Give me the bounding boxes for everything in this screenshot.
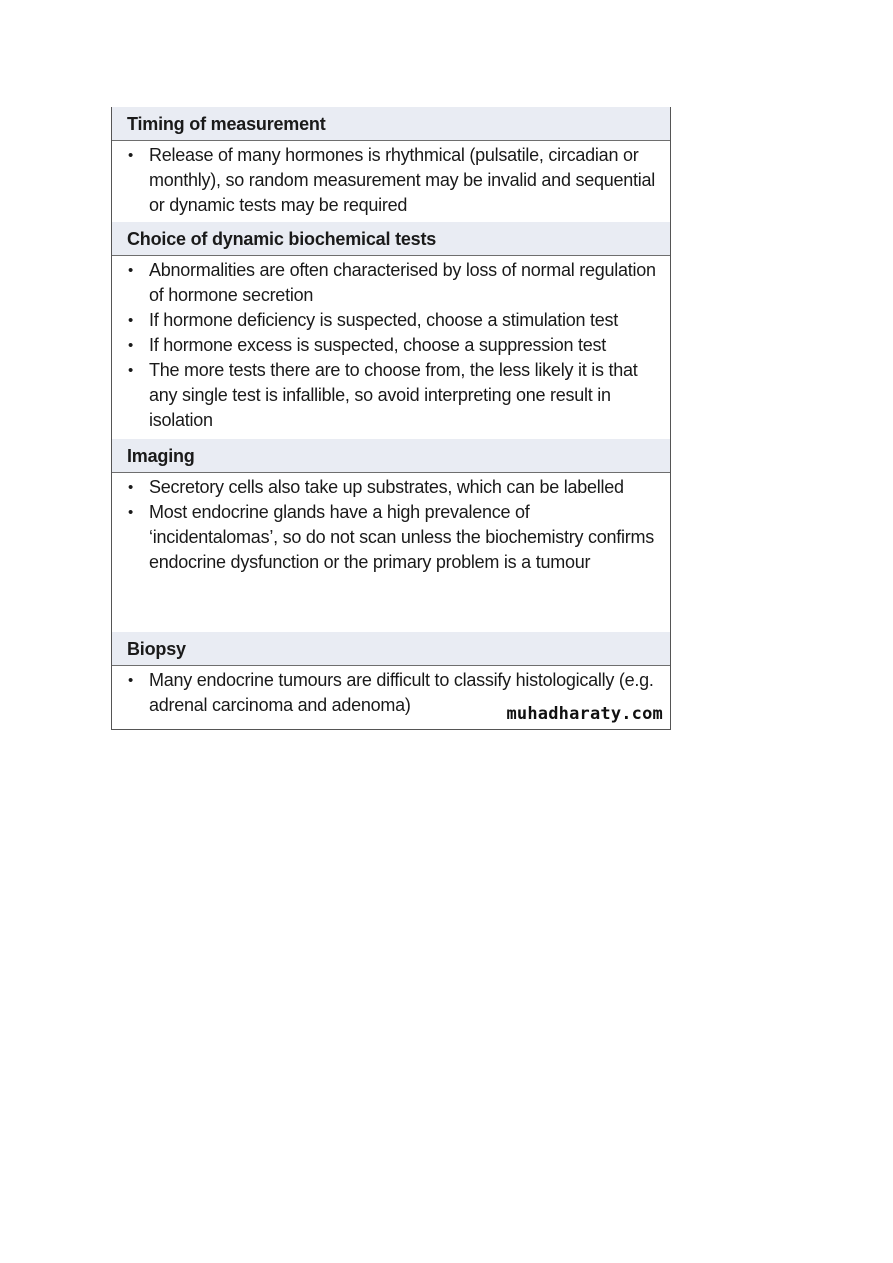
section-heading-imaging: Imaging [112,439,670,473]
list-item-text: If hormone deficiency is suspected, choose a stimulation test [149,310,619,330]
section-heading-biopsy: Biopsy [112,632,670,666]
section-heading-dynamic-tests: Choice of dynamic biochemical tests [112,222,670,256]
list-item [112,258,670,308]
list-item-text: If hormone excess is suspected, choose a suppression test [149,335,607,355]
list-item [112,358,670,433]
bullet-icon: • [128,362,134,379]
list-item-text: Release of many hormones is rhythmical (pulsatile, circadian or monthly), so random measurement may be invalid and sequential or dynamic tests may be required [149,145,656,215]
bullet-icon: • [128,672,134,689]
list-item [112,333,670,358]
bullet-icon: • [128,337,134,354]
bullet-icon: • [128,262,134,279]
section-heading-timing: Timing of measurement [112,107,670,141]
list-item [112,500,670,575]
bullet-icon: • [128,312,134,329]
list-item [112,475,670,500]
section-list-imaging [112,475,670,575]
bullet-icon: • [128,504,134,521]
list-item-text: Secretory cells also take up substrates, which can be labelled [149,477,624,497]
bullet-icon: • [128,147,134,164]
section-list-timing [112,143,670,218]
bullet-icon: • [128,479,134,496]
watermark: muhadharaty.com [494,703,665,725]
endocrine-investigation-box [111,107,671,730]
list-item-text: Abnormalities are often characterised by loss of normal regulation of hormone secretion [149,260,656,305]
section-list-dynamic-tests [112,258,670,433]
list-item [112,308,670,333]
list-item-text: Many endocrine tumours are difficult to classify histologically (e.g. adrenal carcinoma and adenoma) [149,670,654,715]
list-item [112,143,670,218]
list-item-text: Most endocrine glands have a high prevalence of ‘incidentalomas’, so do not scan unless the biochemistry confirms endocrine dysfunction or the primary problem is a tumour [149,502,654,572]
list-item-text: The more tests there are to choose from, the less likely it is that any single test is infallible, so avoid interpreting one result in isolation [149,360,638,430]
